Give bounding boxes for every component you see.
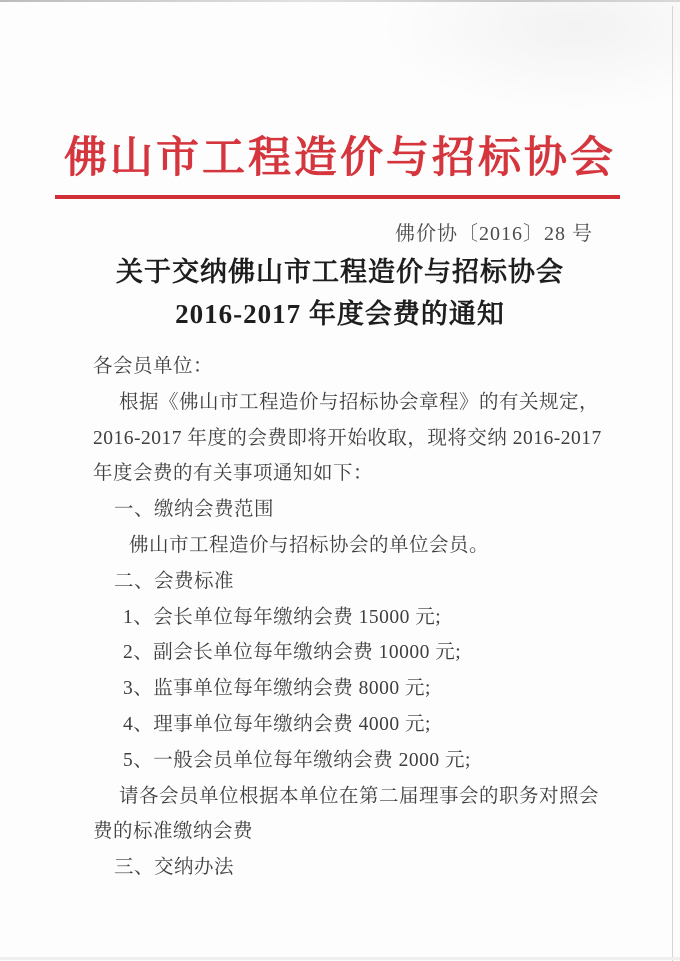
body-line-salutation: 各会员单位：: [93, 356, 214, 377]
body-line: 2016-2017 年度的会费即将开始收取，现将交纳 2016-2017: [93, 427, 602, 449]
body-line-fee-item-3: 3、监事单位每年缴纳会费 8000 元;: [123, 678, 431, 700]
body-line: 根据《佛山市工程造价与招标协会章程》的有关规定，: [119, 391, 600, 413]
letterhead-red-rule: [55, 195, 620, 199]
notice-title-line2: 2016-2017 年度会费的通知: [175, 299, 505, 329]
body-line-fee-item-4: 4、理事单位每年缴纳会费 4000 元;: [123, 713, 431, 735]
scan-edge-top: [0, 0, 680, 2]
notice-title: [0, 251, 680, 335]
body-line-section-2: 二、会费标准: [114, 570, 235, 592]
body-line-section-1: 一、缴纳会费范围: [114, 499, 275, 521]
letterhead-org-name: 佛山市工程造价与招标协会: [64, 135, 616, 182]
body-line: 费的标准缴纳会费: [93, 821, 254, 843]
body-line-fee-item-5: 5、一般会员单位每年缴纳会费 2000 元;: [123, 749, 471, 771]
body-line: 年度会费的有关事项通知如下：: [93, 463, 374, 485]
scan-edge-bottom: [0, 957, 680, 960]
document-reference-number: 佛价协〔2016〕28 号: [395, 223, 593, 245]
body-line-fee-item-2: 2、副会长单位每年缴纳会费 10000 元;: [123, 642, 462, 664]
body-line: 佛山市工程造价与招标协会的单位会员。: [129, 534, 490, 556]
body-line: 请各会员单位根据本单位在第二届理事会的职务对照会: [119, 785, 600, 807]
scan-smudge-artifact: [380, 0, 680, 110]
body-line-section-3: 三、交纳办法: [114, 857, 235, 879]
notice-title-line1: 关于交纳佛山市工程造价与招标协会: [116, 257, 564, 287]
body-line-fee-item-1: 1、会长单位每年缴纳会费 15000 元;: [123, 606, 442, 628]
notice-body: [93, 349, 602, 886]
